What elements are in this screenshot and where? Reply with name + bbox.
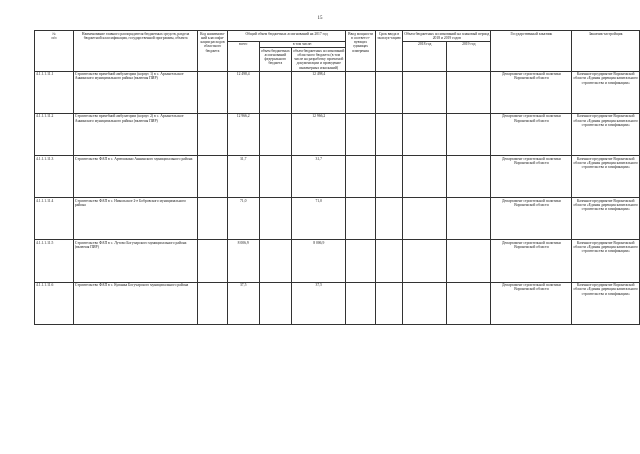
row-name: Строительство ФАП в с. Лутово Богучарского муниципального района (включая ПИР)	[73, 240, 197, 282]
header-regional: объем бюджетных ассигнований областного бюджета (в том числе на разработку проектной документации и проведение инженерных изысканий)	[293, 48, 345, 70]
row-capacity	[346, 155, 375, 197]
row-regional: 71,0	[292, 198, 346, 240]
row-capacity	[346, 71, 375, 113]
row-2018	[403, 240, 447, 282]
row-developer: Казенное предприятие Воронежской области «Единая дирекция капитального строительства и газификации»	[572, 113, 640, 155]
row-developer: Казенное предприятие Воронежской области «Единая дирекция капитального строительства и газификации»	[572, 198, 640, 240]
table-row	[35, 155, 640, 197]
row-term	[375, 198, 402, 240]
row-2019	[447, 240, 491, 282]
row-customer: Департамент строительной политики Воронежской области	[491, 240, 572, 282]
row-num: 4.1.1.1.11.5	[35, 240, 74, 282]
row-name: Строительство ФАП в с. Артюшкино Аннинского муниципального района	[73, 155, 197, 197]
row-name: Строительство ФАП в с. Никольское 2-е Бобровского муниципального района	[73, 198, 197, 240]
row-2018	[403, 71, 447, 113]
header-total: всего	[227, 41, 259, 71]
row-2018	[403, 198, 447, 240]
header-2019: 2019 год	[447, 41, 491, 71]
row-term	[375, 282, 402, 324]
row-num: 4.1.1.1.11.2	[35, 113, 74, 155]
table-row	[35, 240, 640, 282]
row-regional: 12 966,2	[292, 113, 346, 155]
row-regional: 8 006,9	[292, 240, 346, 282]
header-code: Код наименова-ний классифи-кации расходов областного бюджета	[198, 31, 227, 72]
row-2019	[447, 113, 491, 155]
row-num: 4.1.1.1.11.1	[35, 71, 74, 113]
row-code	[198, 155, 227, 197]
row-2018	[403, 155, 447, 197]
row-code	[198, 282, 227, 324]
row-capacity	[346, 282, 375, 324]
row-code	[198, 198, 227, 240]
row-customer: Департамент строительной политики Воронежской области	[491, 155, 572, 197]
row-federal	[259, 240, 292, 282]
row-term	[375, 113, 402, 155]
row-term	[375, 71, 402, 113]
row-customer: Департамент строительной политики Воронежской области	[491, 71, 572, 113]
header-term: Срок ввода в эксплуа-тацию	[375, 31, 402, 72]
row-code	[198, 71, 227, 113]
row-capacity	[346, 113, 375, 155]
row-2019	[447, 282, 491, 324]
header-incl: в том числе:	[259, 41, 346, 47]
table-row	[35, 282, 640, 324]
row-capacity	[346, 240, 375, 282]
row-regional: 31,7	[292, 155, 346, 197]
row-code	[198, 113, 227, 155]
row-customer: Департамент строительной политики Воронежской области	[491, 113, 572, 155]
row-regional: 12 498,4	[292, 71, 346, 113]
row-name: Строительство ФАП в с. Купянка Богучарского муниципального района	[73, 282, 197, 324]
row-federal	[259, 71, 292, 113]
row-total: 8 006,9	[227, 240, 259, 282]
row-developer: Казенное предприятие Воронежской области «Единая дирекция капитального строительства и газификации»	[572, 71, 640, 113]
row-customer: Департамент строительной политики Воронежской области	[491, 282, 572, 324]
row-num: 4.1.1.1.11.6	[35, 282, 74, 324]
row-regional: 37,5	[292, 282, 346, 324]
row-term	[375, 155, 402, 197]
row-federal	[259, 155, 292, 197]
header-developer: Заказчик-застройщик	[572, 31, 640, 72]
row-2019	[447, 155, 491, 197]
row-num: 4.1.1.1.11.4	[35, 198, 74, 240]
row-2018	[403, 282, 447, 324]
row-total: 37,5	[227, 282, 259, 324]
row-capacity	[346, 198, 375, 240]
row-name: Строительство врачебной амбулатории (корпус 1) в с. Архангельское Аннинского муниципального района (включая ПИР)	[73, 71, 197, 113]
row-developer: Казенное предприятие Воронежской области «Единая дирекция капитального строительства и газификации»	[572, 240, 640, 282]
page-number: 15	[317, 16, 323, 21]
row-term	[375, 240, 402, 282]
header-name: Наименование главного распорядителя бюджетных средств, раздела бюджетной классификации, государственной программы, объекта	[73, 31, 197, 72]
table-row	[35, 71, 640, 113]
row-developer: Казенное предприятие Воронежской области «Единая дирекция капитального строительства и газификации»	[572, 282, 640, 324]
row-total: 12 498,4	[227, 71, 259, 113]
row-developer: Казенное предприятие Воронежской области «Единая дирекция капитального строительства и газификации»	[572, 155, 640, 197]
row-total: 12 966,2	[227, 113, 259, 155]
header-capacity: Ввод мощности в соответст-вующих единицах измерения	[346, 31, 375, 72]
table-row	[35, 198, 640, 240]
row-2018	[403, 113, 447, 155]
row-total: 71,0	[227, 198, 259, 240]
header-2018: 2018 год	[403, 41, 447, 71]
header-total-group: Общий объем бюджетных ассигнований на 2017 год	[227, 31, 346, 42]
table-row	[35, 113, 640, 155]
row-name: Строительство врачебной амбулатории (корпус 2) в с. Архангельское Аннинского муниципального района (включая ПИР)	[73, 113, 197, 155]
row-customer: Департамент строительной политики Воронежской области	[491, 198, 572, 240]
row-federal	[259, 282, 292, 324]
row-federal	[259, 198, 292, 240]
budget-table	[34, 30, 640, 325]
row-2019	[447, 198, 491, 240]
row-total: 31,7	[227, 155, 259, 197]
row-code	[198, 240, 227, 282]
row-2019	[447, 71, 491, 113]
header-plan-group: Объем бюджетных ассигнований на плановый период 2018 и 2019 годов	[404, 31, 490, 40]
row-federal	[259, 113, 292, 155]
row-num: 4.1.1.1.11.3	[35, 155, 74, 197]
header-num: № п/п	[35, 31, 74, 72]
header-federal: объем бюджетных ассигнований федерального бюджета	[259, 48, 292, 71]
header-customer: Государственный заказчик	[491, 31, 572, 72]
